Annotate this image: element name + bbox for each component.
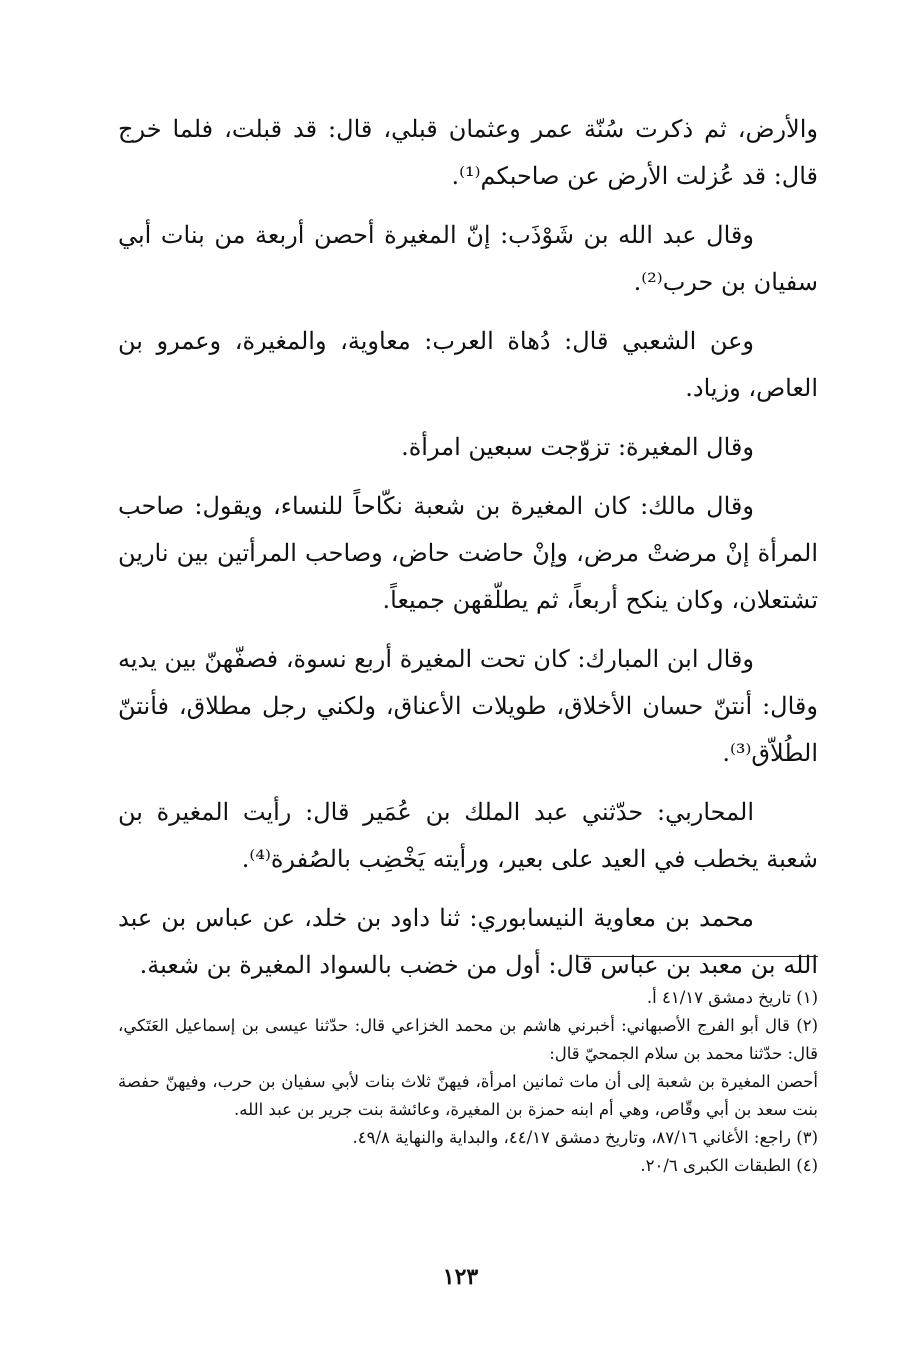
footnotes — [118, 984, 818, 1180]
footnote-divider — [578, 956, 818, 957]
paragraph: وقال مالك: كان المغيرة بن شعبة نكّاحاً للنساء، ويقول: صاحب المرأة إنْ مرضتْ مرض، وإنْ حاضت حاض، وصاحب المرأتين بين نارين تشتعلان، وكان ينكح أربعاً، ثم يطلّقهن جميعاً. — [118, 492, 818, 614]
main-text — [118, 106, 818, 1001]
page-number: ١٢٣ — [442, 1264, 479, 1290]
footnote-1: (١) تاريخ دمشق ٤١/١٧ أ. — [646, 988, 818, 1007]
footnote-2-quote: أحصن المغيرة بن شعبة إلى أن مات ثمانين امرأة، فيهنّ ثلاث بنات لأبي سفيان بن حرب، وفيهنّ حفصة بنت سعد بن أبي وقّاص، وهي أم ابنه حمزة بن المغيرة، وعائشة بنت جرير بن عبد الله. — [118, 1072, 818, 1119]
paragraph: المحاربي: حدّثني عبد الملك بن عُمَير قال: رأيت المغيرة بن شعبة يخطب في العيد على بعير، ورأيته يَخْضِب بالصُفرة⁽⁴⁾. — [118, 798, 818, 873]
footnote-4: (٤) الطبقات الكبرى ٢٠/٦. — [640, 1156, 818, 1175]
paragraph: وعن الشعبي قال: دُهاة العرب: معاوية، والمغيرة، وعمرو بن العاص، وزياد. — [118, 327, 818, 402]
paragraph: وقال عبد الله بن شَوْذَب: إنّ المغيرة أحصن أربعة من بنات أبي سفيان بن حرب⁽²⁾. — [118, 221, 818, 296]
paragraph: محمد بن معاوية النيسابوري: ثنا داود بن خلد، عن عباس بن عبد الله بن معبد بن عباس قال: أول من خضب بالسواد المغيرة بن شعبة. — [118, 904, 818, 979]
paragraph: والأرض، ثم ذكرت سُنّة عمر وعثمان قبلي، قال: قد قبلت، فلما خرج قال: قد عُزلت الأرض عن صاحبكم⁽¹⁾. — [118, 115, 818, 190]
footnote-2: (٢) قال أبو الفرج الأصبهاني: أخبرني هاشم بن محمد الخزاعي قال: حدّثنا عيسى بن إسماعيل العَتَكي، قال: حدّثنا محمد بن سلام الجمحيّ قال: — [118, 1016, 818, 1063]
paragraph: وقال ابن المبارك: كان تحت المغيرة أربع نسوة، فصفّهنّ بين يديه وقال: أنتنّ حسان الأخلاق، طويلات الأعناق، ولكني رجل مطلاق، فأنتنّ الطُلاّق⁽³⁾. — [118, 645, 818, 767]
paragraph: وقال المغيرة: تزوّجت سبعين امرأة. — [401, 433, 754, 461]
footnote-3: (٣) راجع: الأغاني ٨٧/١٦، وتاريخ دمشق ٤٤/١٧، والبداية والنهاية ٤٩/٨. — [352, 1128, 818, 1147]
